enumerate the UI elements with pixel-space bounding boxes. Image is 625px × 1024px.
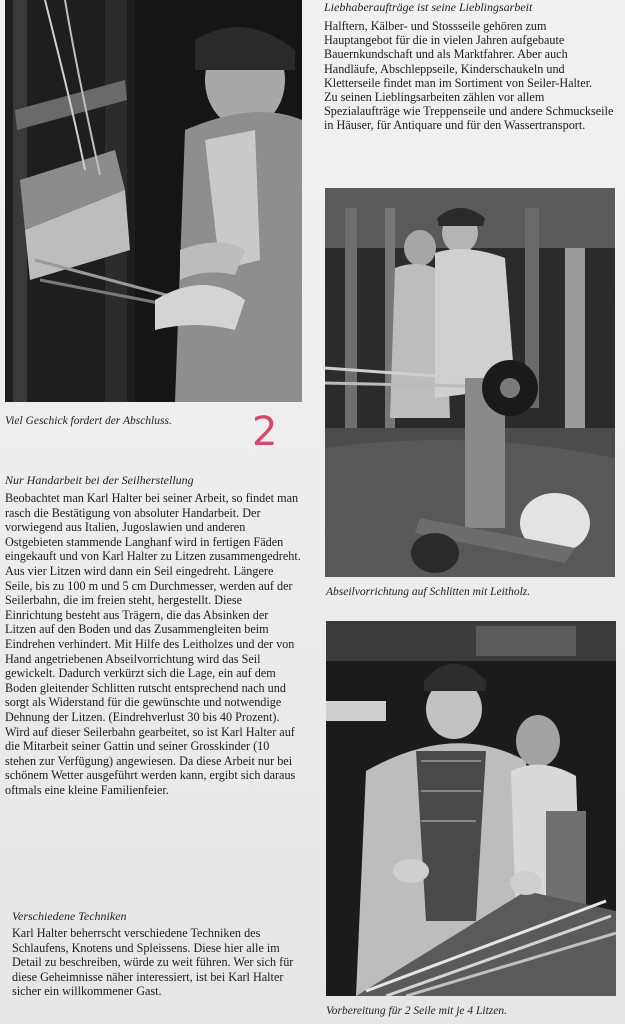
left-paragraph-2: Karl Halter beherrscht verschiedene Techniken des Schlaufens, Knotens und Spleissens. Diese hier alle im Detail zu beschreiben, würde zu weit führen. Wer sich für diese Geheimnisse näher interessiert, ist bei Karl Halter sicher ein willkommener Gast.: [12, 926, 294, 999]
left-heading-1: Nur Handarbeit bei der Seilherstellung: [5, 473, 194, 487]
photo-rope-finishing: [5, 0, 302, 402]
photo-3-caption: Vorbereitung für 2 Seile mit je 4 Litzen.: [326, 1005, 508, 1017]
photo-2-caption: Abseilvorrichtung auf Schlitten mit Leitholz.: [326, 586, 531, 598]
right-heading: Liebhaberaufträge ist seine Lieblingsarbeit: [324, 0, 533, 14]
left-text-block-1: [5, 491, 302, 797]
photo-rope-preparation: [326, 621, 616, 996]
right-paragraph-1: Halftern, Kälber- und Stossseile gehören zum Hauptangebot für die in vielen Jahren aufgebaute Bauernkundschaft und als Marktfahrer. Aber auch Handläufe, Abschleppseile, Kinderschaukeln und Kletterseile findet man im Sortiment von Seiler-Halter.: [324, 19, 593, 90]
right-text-block: [324, 19, 617, 133]
photo-rope-sled: [325, 188, 615, 577]
page-number: 2: [252, 409, 278, 455]
left-paragraph-1: Beobachtet man Karl Halter bei seiner Arbeit, so findet man rasch die Bestätigung von absoluter Handarbeit. Der vorwiegend aus Italien, Jugoslawien und anderen Ostgebieten stammende Langhanf wird in fertigen Fäden eingekauft und von Karl Halter zu Litzen zusammengedreht. Aus vier Litzen wird dann ein Seil eingedreht. Längere Seile, bis zu 100 m und 5 cm Durchmesser, werden auf der Seilerbahn, die im freien steht, hergestellt. Diese Einrichtung besteht aus Trägern, die das Absinken der Litzen auf den Boden und das Zusammengleiten beim Eindrehen verhindert. Mit Hilfe des Leitholzes und der von Hand angetriebenen Abseilvorrichtung wird das Seil gewickelt. Dadurch verkürzt sich die Lage, ein auf dem Boden gleitender Schlitten rutscht entsprechend nach und sorgt als Widerstand für die gewünschte und notwendige Dehnung der Litzen. (Eindrehverlust 30 bis 40 Prozent). Wird auf dieser Seilerbahn gearbeitet, so ist Karl Halter auf die Mitarbeit seiner Gattin und seiner Grosskinder (10 stehen zur Verfügung) angewiesen. Da diese Arbeit nur bei schönem Wetter ausgeführt werden kann, ergibt sich daraus oftmals eine kleine Familienfeier.: [5, 491, 301, 797]
photo-1-caption: Viel Geschick fordert der Abschluss.: [5, 415, 172, 427]
right-paragraph-2: Zu seinen Lieblingsarbeiten zählen vor allem Spezialaufträge wie Treppenseile und andere Schmuckseile in Häuser, für Antiquare und für den Wassertransport.: [324, 90, 614, 133]
left-text-block-2: [12, 926, 302, 999]
left-heading-2: Verschiedene Techniken: [12, 909, 127, 923]
